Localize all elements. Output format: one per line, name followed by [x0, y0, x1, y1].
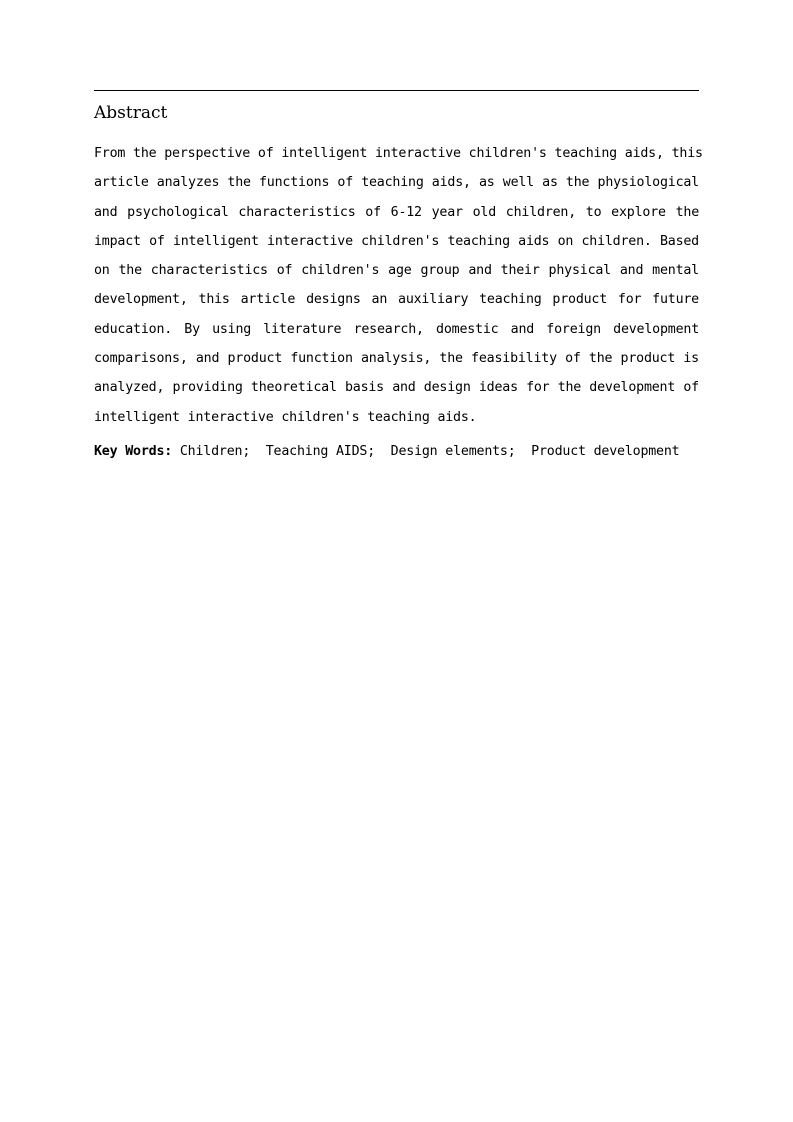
- abstract-line: comparisons, and product function analysis, the feasibility of the product is: [94, 351, 699, 367]
- abstract-line: development, this article designs an auxiliary teaching product for future: [94, 292, 699, 308]
- keyword-item: Children;: [179, 444, 251, 459]
- keyword-item: Product development: [531, 444, 680, 459]
- abstract-heading: Abstract: [94, 103, 168, 123]
- keyword-item: Teaching AIDS;: [265, 444, 376, 459]
- abstract-line: article analyzes the functions of teaching aids, as well as the physiological: [94, 175, 699, 191]
- abstract-line: impact of intelligent interactive children's teaching aids on children. Based: [94, 233, 699, 249]
- abstract-line: From the perspective of intelligent interactive children's teaching aids, this: [94, 146, 703, 161]
- keywords: [94, 438, 704, 466]
- abstract-line: intelligent interactive children's teaching aids.: [94, 409, 477, 425]
- abstract-body: [94, 139, 703, 432]
- keyword-item: Design elements;: [390, 444, 516, 459]
- header-rule: [94, 90, 699, 91]
- keywords-label: Key Words:: [94, 444, 173, 459]
- abstract-line: education. By using literature research, domestic and foreign development: [94, 321, 699, 337]
- abstract-line: on the characteristics of children's age group and their physical and mental: [94, 263, 699, 279]
- abstract-line: analyzed, providing theoretical basis and design ideas for the development of: [94, 380, 699, 396]
- abstract-line: and psychological characteristics of 6-12 year old children, to explore the: [94, 204, 699, 220]
